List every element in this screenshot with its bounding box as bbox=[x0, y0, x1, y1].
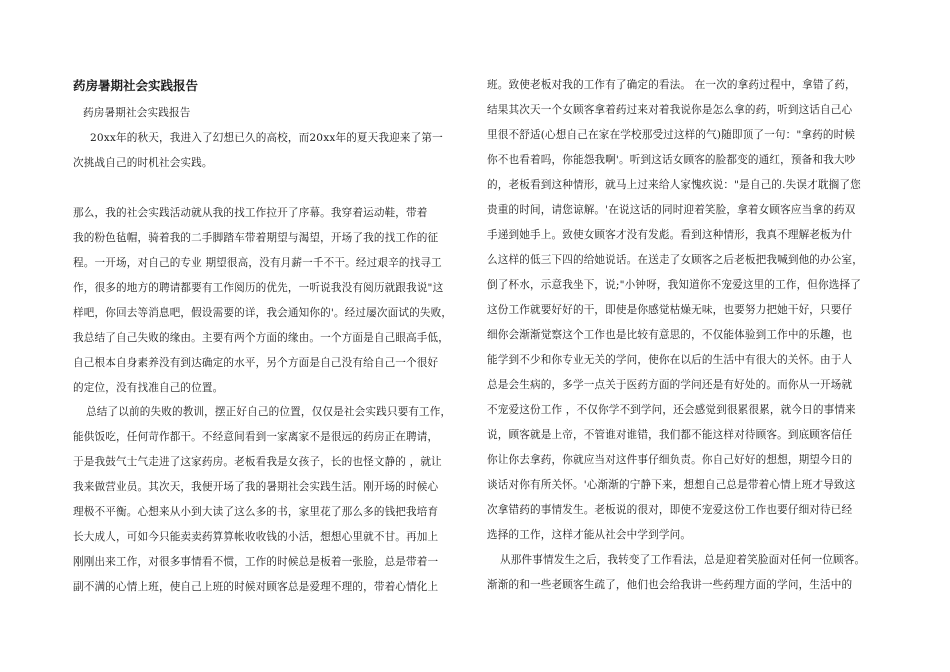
text-line: 倒了杯水，示意我坐下，说;"小钟呀，我知道你不宠爱这里的工作，但你选择了 bbox=[487, 279, 862, 291]
text-line: 你不也看着吗，你能怨我啊'。听到这话女顾客的脸都变的通红，预备和我大吵 bbox=[487, 154, 856, 166]
text-line: 总结了以前的失败的教训，摆正好自己的位置，仅仅是社会实践只要有工作， bbox=[86, 406, 452, 418]
text-line: 我的粉色毡帽，骑着我的二手脚踏车带着期望与渴望，开场了我的找工作的征 bbox=[73, 232, 439, 244]
text-line: 总是会生病的，多学一点关于医药方面的学问还是有好处的。而你从一开场就 bbox=[487, 379, 853, 391]
text-line: 贵重的时间，请您谅解。'在说这话的同时迎着笑脸，拿着女顾客应当拿的药双 bbox=[487, 204, 856, 216]
text-line: 能学到不少和你专业无关的学问，使你在以后的生活中有很大的关怀。由于人 bbox=[487, 354, 853, 366]
text-line: 我总结了自己失败的缘由。主要有两个方面的缘由。一个方面是自己眼高手低， bbox=[73, 332, 450, 344]
text-line: 样吧，你回去等消息吧，假设需要的详，我会通知你的'。经过屡次面试的失败， bbox=[73, 307, 453, 319]
text-line: 次拿错药的事情发生。老板说的很对，即使不宠爱这份工作也要仔细对待已经 bbox=[487, 504, 853, 516]
text-line: 说，顾客就是上帝，不管谁对谁错，我们都不能这样对待顾客。到底顾客信任 bbox=[487, 429, 853, 441]
text-line: 副不满的心情上班，使自己上班的时候对顾客总是爱理不理的，带着心情化上 bbox=[73, 581, 439, 593]
text-line: 程。一开场，对自己的专业 期望很高，没有月薪一千不干。经过艰辛的找寻工 bbox=[73, 257, 442, 269]
text-line: 的，老板看到这种情形，就马上过来给人家愧疚说："是自己的.失误才耽搁了您 bbox=[487, 179, 861, 191]
text-line: 选择的工作，这样才能从社会中学到学问。 bbox=[487, 529, 692, 541]
text-line: 细你会渐渐觉察这个工作也是比较有意思的，不仅能体验到工作中的乐趣，也 bbox=[487, 329, 853, 341]
text-line: 于是我鼓气士气走进了这家药房。老板看我是女孩子，长的也怪文静的 ，就让 bbox=[73, 456, 442, 468]
text-line: 的定位，没有找准自己的位置。 bbox=[73, 382, 224, 394]
text-line: 这份工作就要好好的干，即使是你感觉枯燥无味，也要努力把她干好，只要仔 bbox=[487, 304, 853, 316]
text-line: 长大成人，可如今只能卖卖药算算帐收收钱的小活，想想心里就不甘。再加上 bbox=[73, 531, 439, 543]
document-title: 药房暑期社会实践报告 bbox=[73, 78, 199, 93]
text-line: 我来做营业员。其次天，我便开场了我的暑期社会实践生活。刚开场的时候心 bbox=[73, 481, 439, 493]
text-line: 从那件事情发生之后，我转变了工作看法，总是迎着笑脸面对任何一位顾客。 bbox=[500, 554, 866, 566]
text-line: 你让你去拿药，你就应当对这件事仔细负责。你自己好好的想想，期望今日的 bbox=[487, 454, 853, 466]
text-line: 手递到她手上。致使女顾客才没有发彪。看到这种情形，我真不理解老板为什 bbox=[487, 229, 853, 241]
subtitle-line: 药房暑期社会实践报告 bbox=[83, 107, 191, 119]
text-line: 自己根本自身素养没有到达确定的水平，另个方面是自己没有给自己一个很好 bbox=[73, 357, 439, 369]
text-line: 理极不平衡。心想来从小到大读了这么多的书，家里花了那么多的钱把我培育 bbox=[73, 506, 439, 518]
text-line: 渐渐的和一些老顾客生疏了，他们也会给我讲一些药理方面的学问，生活中的 bbox=[487, 579, 853, 591]
text-line: 不宠爱这份工作 ，不仅你学不到学问，还会感觉到很累很累，就今日的事情来 bbox=[487, 404, 856, 416]
text-line: 谈话对你有所关怀。'心渐渐的宁静下来，想想自己总是带着心情上班才导致这 bbox=[487, 479, 856, 491]
text-line: 里很不舒适(心想自己在家在学校那受过这样的气)随即顶了一句："拿药的时候 bbox=[487, 129, 856, 141]
text-line: 班。致使老板对我的工作有了确定的看法。 在一次的拿药过程中，拿错了药， bbox=[487, 79, 856, 91]
text-line: 能供饭吃，任何苛作都干。不经意间看到一家离家不是很远的药房正在聘请， bbox=[73, 431, 439, 443]
text-line: 20xx年的秋天，我进入了幻想已久的高校，而20xx年的夏天我迎来了第一 bbox=[90, 132, 443, 144]
text-line: 次挑战自己的时机社会实践。 bbox=[73, 157, 213, 169]
text-line: 结果其次天一个女顾客拿着药过来对着我说你是怎么拿的药，听到这话自己心 bbox=[487, 104, 853, 116]
text-line: 么这样的低三下四的给她说话。在送走了女顾客之后老板把我喊到他的办公室， bbox=[487, 254, 864, 266]
text-line: 作，很多的地方的聘请都要有工作阅历的优先，一听说我没有阅历就跟我说"这 bbox=[73, 282, 444, 294]
text-line: 那么，我的社会实践活动就从我的找工作拉开了序幕。我穿着运动鞋，带着 bbox=[73, 207, 428, 219]
text-line: 刚刚出来工作，对很多事情看不惯，工作的时候总是板着一张脸，总是带着一 bbox=[73, 556, 439, 568]
